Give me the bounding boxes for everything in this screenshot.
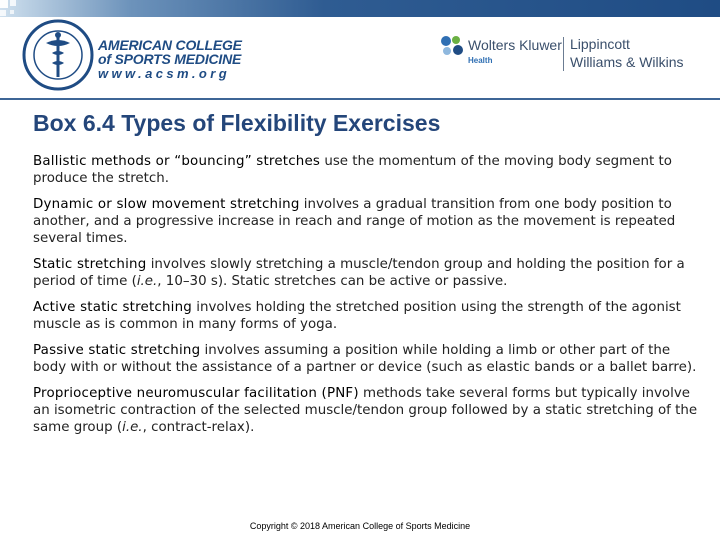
exercise-description: involves slowly stretching a muscle/tendon group and holding the position for a period of time ( [33,257,685,289]
exercise-description-cont: , 10–30 s). Static stretches can be active or passive. [157,274,508,289]
exercise-description: use the momentum of the moving body segment to produce the stretch. [33,154,672,186]
exercise-description: methods take several forms but typically involve an isometric contraction of the selected muscle/tendon group followed by a static stretching of the same group ( [33,386,698,435]
exercise-term: Dynamic or slow movement stretching [33,197,300,212]
exercise-passive-static [33,342,698,376]
exercise-description: involves holding the stretched position using the strength of the agonist muscle as is common in many forms of yoga. [33,300,681,332]
exercise-italic-note: i.e. [136,274,158,289]
top-decorative-bar [0,0,720,17]
publisher-division: Health [468,56,493,65]
header-divider [0,98,720,100]
exercise-description-cont: , contract-relax). [142,420,255,435]
org-name-line1: AMERICAN COLLEGE [98,37,242,53]
exercise-dynamic [33,196,698,247]
logo-divider [563,37,564,71]
org-url: www.acsm.org [98,66,231,81]
exercise-ballistic [33,153,698,187]
exercise-term: Ballistic methods or “bouncing” stretches [33,154,321,169]
org-name-line2: of SPORTS MEDICINE [98,51,242,67]
exercise-term: Static stretching [33,257,147,272]
imprint-line1: Lippincott [570,36,630,52]
publisher-name: Wolters Kluwer [468,37,562,53]
wolters-kluwer-logo-icon [438,34,466,58]
exercise-term: Proprioceptive neuromuscular facilitation (PNF) [33,386,359,401]
exercise-pnf [33,385,698,436]
slide-header [0,17,720,97]
slide-title: Box 6.4 Types of Flexibility Exercises [33,110,441,136]
exercise-active-static [33,299,698,333]
exercise-term: Active static stretching [33,300,192,315]
acsm-wordmark [98,38,248,82]
exercise-description: involves assuming a position while holding a limb or other part of the body with or without the assistance of a partner or device (such as elastic bands or a ballet barre). [33,343,697,375]
exercise-static [33,256,698,290]
exercise-italic-note: i.e. [122,420,143,435]
copyright-footer: Copyright © 2018 American College of Sports Medicine [249,521,471,531]
exercise-list [33,153,698,445]
exercise-term: Passive static stretching [33,343,201,358]
acsm-seal-icon [22,19,94,91]
exercise-description: involves a gradual transition from one body position to another, and a progressive increase in reach and range of motion as the movement is repeated several times. [33,197,676,246]
imprint-line2: Williams & Wilkins [570,54,684,70]
